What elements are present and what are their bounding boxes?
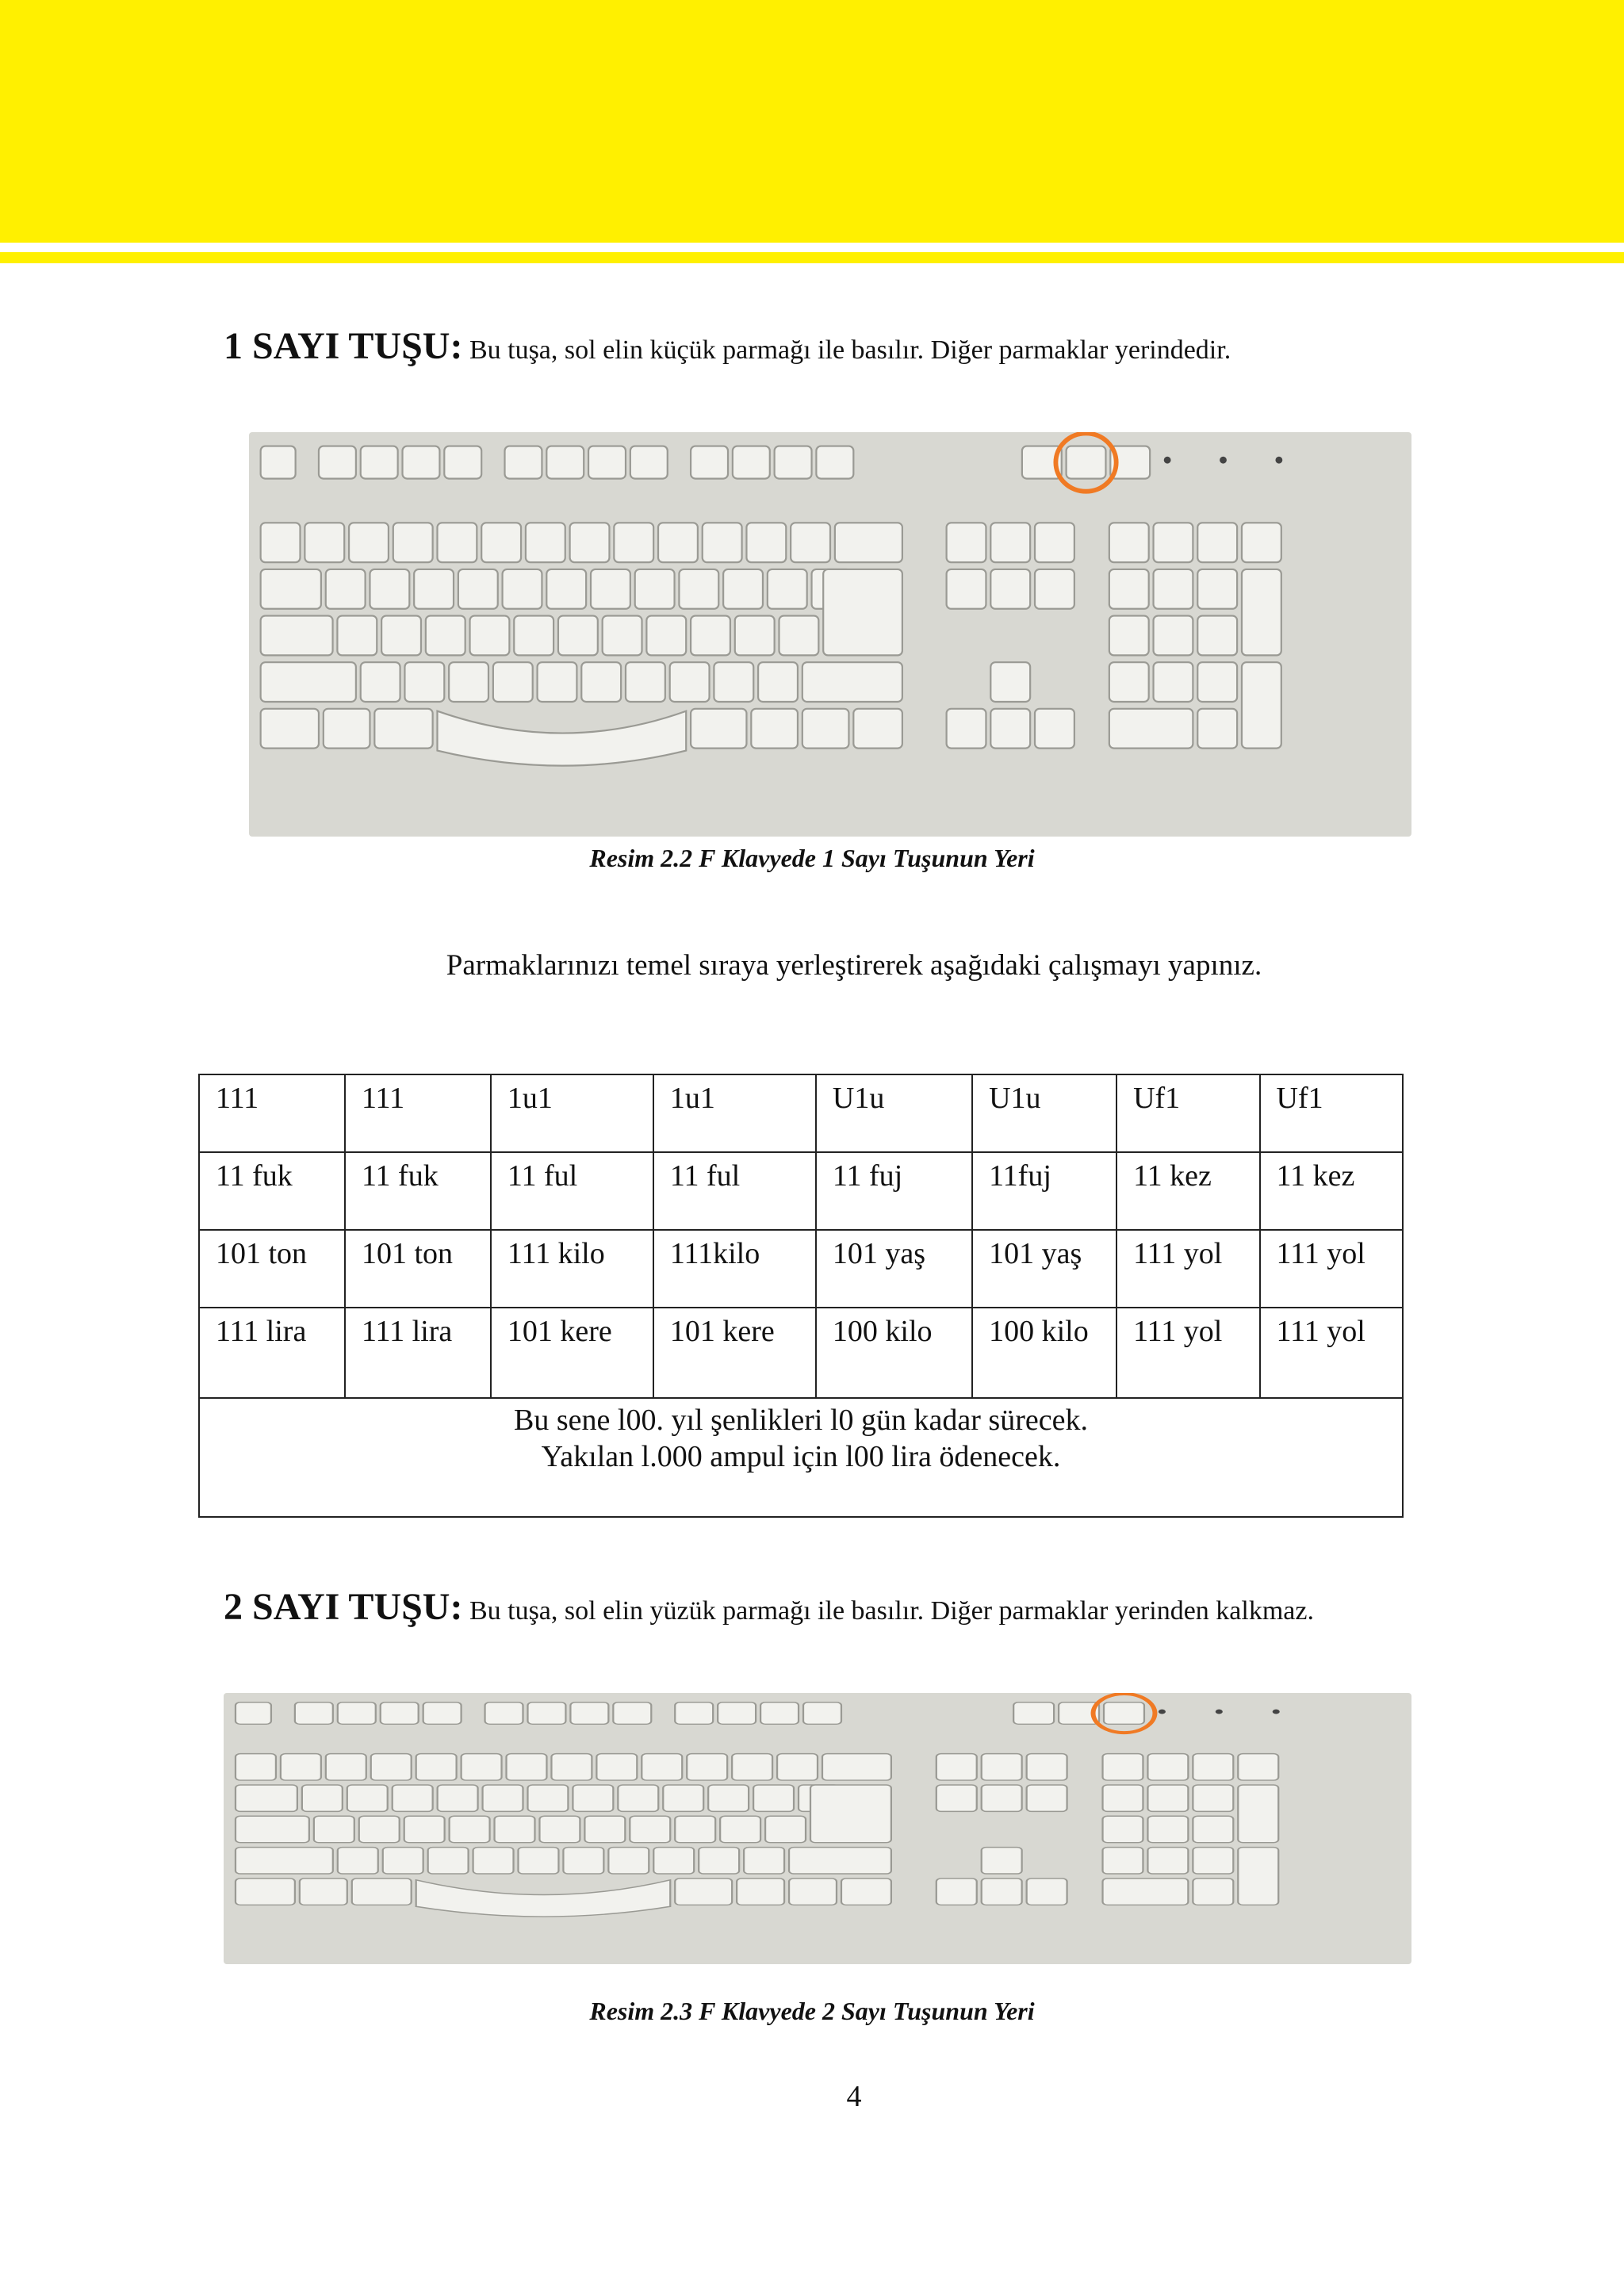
keyboard-key: [768, 569, 807, 609]
keyboard-key: [1197, 616, 1237, 656]
table-cell: U1u: [972, 1074, 1116, 1152]
keyboard-key: [558, 616, 598, 656]
table-cell: 111 kilo: [491, 1230, 653, 1308]
keyboard-key: [1013, 1702, 1054, 1725]
indicator-light: [1275, 457, 1282, 464]
keyboard-key: [947, 709, 986, 749]
keyboard-key: [563, 1848, 603, 1874]
keyboard-key: [261, 446, 296, 479]
keyboard-key: [302, 1785, 343, 1811]
keyboard-key: [546, 569, 586, 609]
keyboard-key: [744, 1848, 784, 1874]
keyboard-key: [618, 1785, 658, 1811]
keyboard-key: [404, 662, 444, 702]
keyboard-key: [822, 1754, 891, 1780]
keyboard-key: [1109, 569, 1149, 609]
keyboard-key: [319, 446, 356, 479]
keyboard-key: [1238, 1754, 1278, 1780]
keyboard-key: [675, 1879, 732, 1905]
keyboard-key: [614, 523, 653, 562]
keyboard-photo-1: [249, 432, 1411, 837]
table-note-row: [199, 1398, 1403, 1517]
keyboard-key: [538, 662, 577, 702]
keyboard-key: [990, 523, 1030, 562]
keyboard-key: [261, 569, 321, 609]
table-row: [199, 1152, 1403, 1230]
keyboard-key: [1103, 1785, 1143, 1811]
keyboard-key: [416, 1754, 457, 1780]
keyboard-key: [361, 662, 400, 702]
keyboard-key: [1197, 569, 1237, 609]
keyboard-key: [352, 1879, 412, 1905]
keyboard-key: [449, 662, 488, 702]
keyboard-key: [507, 1754, 547, 1780]
header-band: [0, 0, 1624, 243]
keyboard-key: [450, 1816, 490, 1842]
keyboard-key: [462, 1754, 502, 1780]
keyboard-key: [670, 662, 710, 702]
keyboard-key: [718, 1702, 756, 1725]
keyboard-key: [458, 569, 498, 609]
keyboard-key: [947, 569, 986, 609]
table-cell: 111 lira: [199, 1308, 345, 1398]
keyboard-key: [658, 523, 698, 562]
keyboard-key: [1154, 523, 1193, 562]
keyboard-key: [1103, 1879, 1189, 1905]
keyboard-key: [236, 1702, 271, 1725]
section-2-text: Bu tuşa, sol elin yüzük parmağı ile basılır. Diğer parmaklar yerinden kalkmaz.: [469, 1596, 1314, 1626]
section-1-heading: [224, 327, 1404, 370]
keyboard-key: [613, 1702, 651, 1725]
keyboard-key: [383, 1848, 423, 1874]
keyboard-key: [823, 569, 902, 655]
keyboard-key: [1104, 1702, 1144, 1725]
keyboard-key: [1103, 1816, 1143, 1842]
keyboard-key: [295, 1702, 333, 1725]
keyboard-key: [737, 1879, 784, 1905]
keyboard-key: [691, 446, 728, 479]
keyboard-key: [758, 662, 798, 702]
table-cell: U1u: [816, 1074, 972, 1152]
keyboard-key: [1147, 1785, 1188, 1811]
keyboard-key: [791, 523, 830, 562]
keyboard-key: [789, 1848, 891, 1874]
table-cell: 11 kez: [1260, 1152, 1403, 1230]
keyboard-key: [573, 1785, 613, 1811]
keyboard-key: [714, 662, 753, 702]
keyboard-illustration-1: [249, 432, 1411, 837]
table-cell: 111 yol: [1116, 1230, 1259, 1308]
keyboard-key: [514, 616, 553, 656]
keyboard-illustration-2: [224, 1693, 1411, 1964]
keyboard-key: [1103, 1754, 1143, 1780]
keyboard-key: [381, 616, 421, 656]
keyboard-key: [403, 446, 440, 479]
table-cell: Uf1: [1260, 1074, 1403, 1152]
keyboard-key: [1197, 709, 1237, 749]
keyboard-key: [603, 616, 642, 656]
keyboard-key: [444, 446, 481, 479]
keyboard-key: [841, 1879, 891, 1905]
keyboard-key: [708, 1785, 749, 1811]
keyboard-key: [347, 1785, 388, 1811]
keyboard-key: [679, 569, 718, 609]
keyboard-key: [428, 1848, 469, 1874]
keyboard-key: [982, 1848, 1022, 1874]
figure-1-caption: Resim 2.2 F Klavyede 1 Sayı Tuşunun Yeri: [589, 844, 1035, 872]
keyboard-key: [261, 662, 356, 702]
keyboard-key: [526, 523, 565, 562]
table-cell: 11 fuj: [816, 1152, 972, 1230]
keyboard-key: [495, 1816, 535, 1842]
keyboard-key: [338, 1848, 378, 1874]
table-cell: 101 kere: [491, 1308, 653, 1398]
table-cell: 11 ful: [491, 1152, 653, 1230]
keyboard-key: [635, 569, 675, 609]
page-number: 4: [846, 2080, 862, 2113]
keyboard-key: [588, 446, 626, 479]
keyboard-key: [1103, 1848, 1143, 1874]
keyboard-key: [527, 1785, 568, 1811]
keyboard-key: [281, 1754, 321, 1780]
keyboard-key: [519, 1848, 559, 1874]
keyboard-key: [990, 709, 1030, 749]
figure-2-caption: Resim 2.3 F Klavyede 2 Sayı Tuşunun Yeri: [589, 1997, 1035, 2025]
keyboard-key: [982, 1879, 1022, 1905]
keyboard-key: [1035, 709, 1074, 749]
keyboard-key: [1147, 1848, 1188, 1874]
keyboard-key: [691, 616, 730, 656]
keyboard-key: [835, 523, 902, 562]
table-cell: 101 kere: [653, 1308, 816, 1398]
table-row: [199, 1308, 1403, 1398]
keyboard-key: [733, 446, 770, 479]
keyboard-key: [570, 523, 610, 562]
keyboard-key: [1154, 662, 1193, 702]
keyboard-key: [361, 446, 398, 479]
keyboard-key: [581, 662, 621, 702]
keyboard-key: [990, 662, 1030, 702]
keyboard-key: [1238, 1848, 1278, 1905]
keyboard-key: [802, 662, 902, 702]
table-cell: 11 fuk: [199, 1152, 345, 1230]
keyboard-key: [1197, 523, 1237, 562]
keyboard-key: [370, 569, 409, 609]
keyboard-key: [503, 569, 542, 609]
table-cell: 11fuj: [972, 1152, 1116, 1230]
keyboard-key: [626, 662, 665, 702]
indicator-light: [1159, 1710, 1166, 1714]
table-cell: 111: [199, 1074, 345, 1152]
section-2-heading: [224, 1588, 1404, 1631]
table-cell: 111 yol: [1260, 1230, 1403, 1308]
keyboard-key: [359, 1816, 400, 1842]
keyboard-key: [584, 1816, 625, 1842]
keyboard-key: [551, 1754, 592, 1780]
keyboard-key: [936, 1879, 977, 1905]
note-line-2: Yakılan l.000 ampul için l00 lira ödenecek.: [541, 1440, 1061, 1473]
table-cell: 11 kez: [1116, 1152, 1259, 1230]
keyboard-key: [775, 446, 812, 479]
indicator-light: [1220, 457, 1227, 464]
keyboard-key: [1197, 662, 1237, 702]
keyboard-key: [1147, 1816, 1188, 1842]
keyboard-key: [675, 1816, 715, 1842]
keyboard-key: [300, 1879, 347, 1905]
table-cell: 11 ful: [653, 1152, 816, 1230]
table-cell: 111 yol: [1260, 1308, 1403, 1398]
keyboard-key: [947, 523, 986, 562]
keyboard-key: [393, 523, 433, 562]
keyboard-key: [630, 446, 668, 479]
keyboard-key: [236, 1879, 295, 1905]
indicator-light: [1164, 457, 1171, 464]
table-cell: 1u1: [653, 1074, 816, 1152]
keyboard-key: [570, 1702, 608, 1725]
keyboard-key: [779, 616, 818, 656]
keyboard-key: [990, 569, 1030, 609]
keyboard-key: [546, 446, 584, 479]
keyboard-key: [404, 1816, 445, 1842]
keyboard-key: [810, 1785, 891, 1843]
table-cell: 111kilo: [653, 1230, 816, 1308]
keyboard-key: [324, 709, 370, 749]
keyboard-key: [723, 569, 763, 609]
keyboard-key: [1035, 569, 1074, 609]
keyboard-key: [261, 523, 301, 562]
keyboard-key: [1193, 1816, 1233, 1842]
keyboard-key: [505, 446, 542, 479]
keyboard-key: [777, 1754, 818, 1780]
keyboard-key: [720, 1816, 760, 1842]
spacebar-key: [437, 711, 686, 766]
keyboard-key: [314, 1816, 354, 1842]
keyboard-key: [527, 1702, 565, 1725]
keyboard-key: [473, 1848, 514, 1874]
keyboard-key: [760, 1702, 799, 1725]
section-2-title: 2 SAYI TUŞU:: [224, 1586, 463, 1628]
keyboard-key: [691, 709, 746, 749]
keyboard-key: [426, 616, 465, 656]
keyboard-key: [437, 523, 477, 562]
keyboard-key: [236, 1785, 297, 1811]
keyboard-key: [1035, 523, 1074, 562]
keyboard-key: [703, 523, 742, 562]
indicator-light: [1216, 1710, 1223, 1714]
table-cell: 1u1: [491, 1074, 653, 1152]
keyboard-key: [675, 1702, 713, 1725]
keyboard-key: [642, 1754, 682, 1780]
keyboard-key: [1154, 616, 1193, 656]
keyboard-key: [304, 523, 344, 562]
keyboard-key: [371, 1754, 412, 1780]
keyboard-key: [596, 1754, 637, 1780]
keyboard-key: [326, 1754, 366, 1780]
keyboard-key: [982, 1754, 1022, 1780]
keyboard-key: [236, 1816, 309, 1842]
section-1-title: 1 SAYI TUŞU:: [224, 325, 463, 367]
spacebar-key: [416, 1880, 671, 1917]
table-cell: 101 ton: [345, 1230, 491, 1308]
table-cell: 101 yaş: [816, 1230, 972, 1308]
keyboard-key: [493, 662, 533, 702]
keyboard-key: [1147, 1754, 1188, 1780]
keyboard-key: [381, 1702, 419, 1725]
keyboard-key: [414, 569, 454, 609]
keyboard-key: [1027, 1879, 1067, 1905]
keyboard-key: [1193, 1848, 1233, 1874]
table-cell: Uf1: [1116, 1074, 1259, 1152]
keyboard-key: [1027, 1785, 1067, 1811]
keyboard-key: [236, 1848, 333, 1874]
keyboard-key: [753, 1785, 794, 1811]
keyboard-key: [236, 1754, 276, 1780]
keyboard-key: [1238, 1785, 1278, 1843]
keyboard-key: [1242, 662, 1281, 748]
keyboard-key: [481, 523, 521, 562]
keyboard-key: [789, 1879, 837, 1905]
keyboard-key: [438, 1785, 478, 1811]
table-cell: 111: [345, 1074, 491, 1152]
table-row: [199, 1230, 1403, 1308]
keyboard-key: [1067, 446, 1106, 479]
keyboard-key: [423, 1702, 462, 1725]
keyboard-key: [936, 1754, 977, 1780]
table-cell: 100 kilo: [972, 1308, 1116, 1398]
keyboard-key: [1109, 709, 1193, 749]
keyboard-key: [349, 523, 389, 562]
keyboard-key: [802, 709, 849, 749]
keyboard-key: [338, 1702, 376, 1725]
keyboard-key: [803, 1702, 841, 1725]
practice-table: [198, 1074, 1404, 1518]
keyboard-key: [735, 616, 775, 656]
keyboard-key: [646, 616, 686, 656]
keyboard-key: [539, 1816, 580, 1842]
keyboard-key: [853, 709, 902, 749]
keyboard-key: [393, 1785, 433, 1811]
keyboard-key: [1109, 662, 1149, 702]
keyboard-key: [1109, 523, 1149, 562]
table-cell: 111 yol: [1116, 1308, 1259, 1398]
keyboard-key: [765, 1816, 806, 1842]
keyboard-key: [630, 1816, 670, 1842]
keyboard-key: [746, 523, 786, 562]
keyboard-key: [982, 1785, 1022, 1811]
keyboard-key: [374, 709, 432, 749]
keyboard-key: [663, 1785, 703, 1811]
indicator-light: [1273, 1710, 1280, 1714]
keyboard-key: [1193, 1879, 1233, 1905]
keyboard-key: [751, 709, 798, 749]
keyboard-key: [470, 616, 510, 656]
table-note-cell: [199, 1398, 1403, 1517]
keyboard-key: [591, 569, 630, 609]
keyboard-key: [936, 1785, 977, 1811]
keyboard-key: [337, 616, 377, 656]
keyboard-key: [732, 1754, 772, 1780]
keyboard-key: [699, 1848, 739, 1874]
table-cell: 101 yaş: [972, 1230, 1116, 1308]
keyboard-key: [653, 1848, 694, 1874]
note-line-1: Bu sene l00. yıl şenlikleri l0 gün kadar sürecek.: [514, 1404, 1088, 1437]
table-cell: 101 ton: [199, 1230, 345, 1308]
keyboard-key: [261, 616, 333, 656]
keyboard-key: [687, 1754, 727, 1780]
table-row: [199, 1074, 1403, 1152]
keyboard-key: [1027, 1754, 1067, 1780]
keyboard-key: [483, 1785, 523, 1811]
keyboard-key: [1193, 1785, 1233, 1811]
keyboard-key: [1193, 1754, 1233, 1780]
keyboard-key: [1154, 569, 1193, 609]
keyboard-key: [1109, 616, 1149, 656]
keyboard-photo-2: [224, 1693, 1411, 1964]
keyboard-key: [608, 1848, 649, 1874]
table-cell: 111 lira: [345, 1308, 491, 1398]
keyboard-key: [1242, 569, 1281, 655]
section-1-text: Bu tuşa, sol elin küçük parmağı ile basılır. Diğer parmaklar yerindedir.: [469, 335, 1231, 365]
header-stripe: [0, 252, 1624, 263]
exercise-instruction: Parmaklarınızı temel sıraya yerleştirerek aşağıdaki çalışmayı yapınız.: [446, 949, 1262, 982]
keyboard-key: [816, 446, 853, 479]
table-cell: 100 kilo: [816, 1308, 972, 1398]
keyboard-key: [1242, 523, 1281, 562]
keyboard-key: [485, 1702, 523, 1725]
table-cell: 11 fuk: [345, 1152, 491, 1230]
keyboard-key: [326, 569, 366, 609]
keyboard-key: [261, 709, 319, 749]
